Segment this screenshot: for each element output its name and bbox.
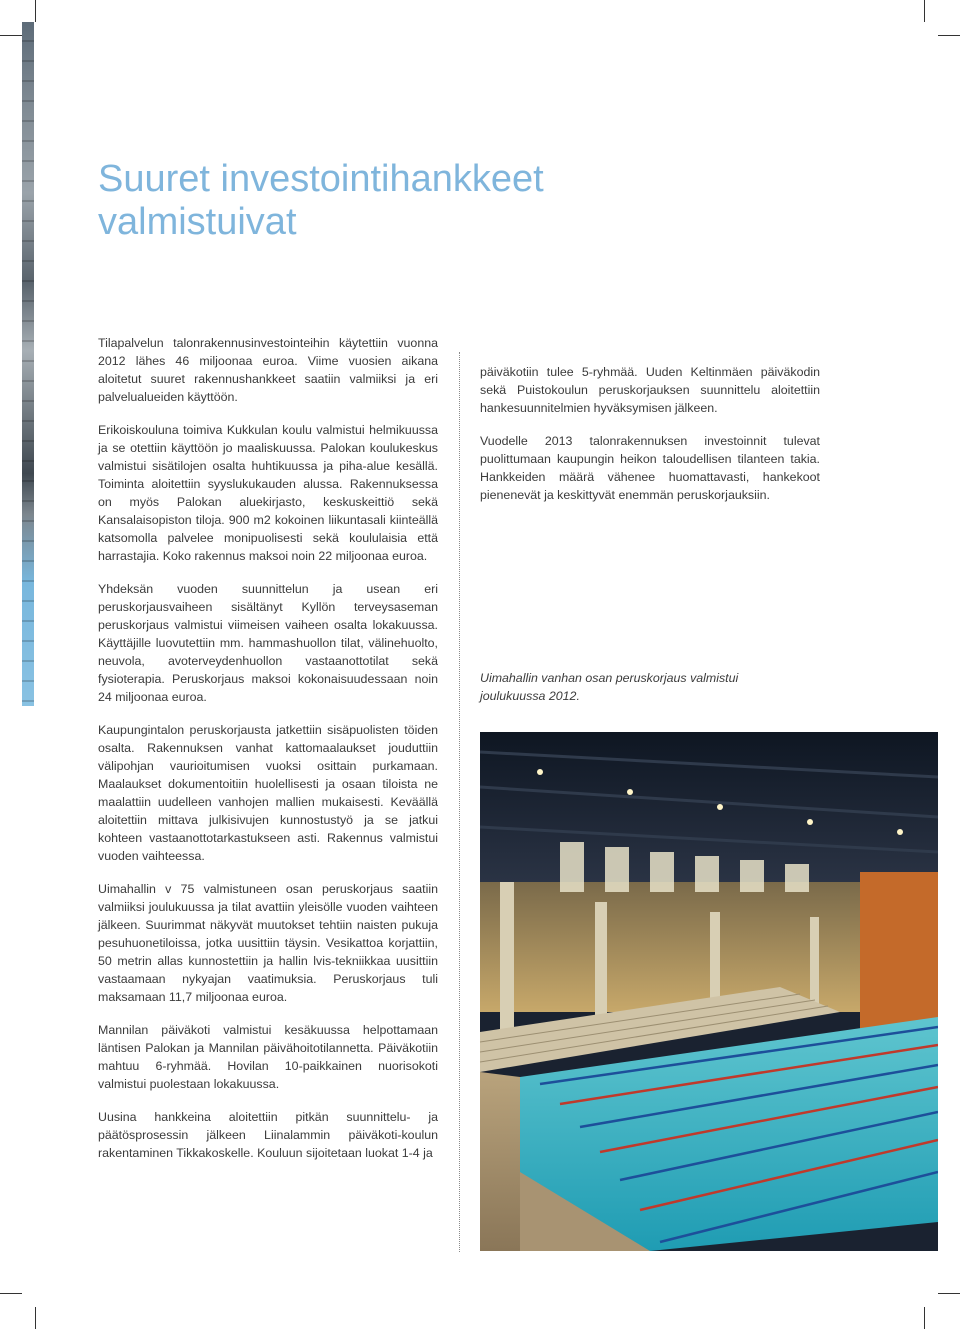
page-title-line-2: valmistuivat	[98, 201, 297, 243]
crop-mark	[924, 1307, 925, 1329]
swimming-hall-illustration	[480, 732, 938, 1251]
building-photo-edge	[22, 22, 34, 706]
paragraph-uimahalli: Uimahallin v 75 valmistuneen osan peruskorjaus saatiin valmiiksi joulukuussa ja tilat avattiin yleisölle vuoden vaihteen jälkeen. Suurimmat näkyvät muutokset tehtiin naisten pukuja pesuhuonetiloissa, jotka uusittiin täysin. Vesikattoa korjattiin, 50 metrin allas kunnostettiin ja hallin lvis-tekniikkaa uusittiin vastaamaan nykyajan vaatimuksia. Peruskorjaus tuli maksamaan 11,7 miljoonaa euroa.	[98, 882, 438, 1004]
crop-mark	[0, 35, 22, 36]
paragraph-kukkula-palokka: Erikoiskouluna toimiva Kukkulan koulu valmistui helmikuussa ja se otettiin käyttöön jo maaliskuussa. Palokan koulukeskus valmistui sisätilojen osalta huhtikuussa ja piha-alue kesällä. Toiminta aloitettiin syyslukukauden alussa. Rakennuksessa on myös Palokan aluekirjasto, keskuskeittiö sekä Kansalaisopiston tiloja. 900 m2 kokoinen liikuntasali kiinteällä katsomolla palvelee monipuolisesti sekä koululaisia että harrastajia. Koko rakennus maksoi noin 22 miljoonaa euroa.	[98, 423, 438, 563]
column-divider	[459, 352, 460, 1252]
paragraph-mannila: Mannilan päiväkoti valmistui kesäkuussa helpottamaan läntisen Palokan ja Mannilan päivähoitotilannetta. Päiväkotiin mahtuu 6-ryhmää. Hovilan 10-paikkainen nuorisokoti valmistui puolestaan lokakuussa.	[98, 1023, 438, 1091]
paragraph-intro: Tilapalvelun talonrakennusinvestointeihin käytettiin vuonna 2012 lähes 46 miljoonaa euroa. Viime vuosien aikana aloitetut suuret rakennushankkeet saatiin valmiiksi ja eri palvelualueiden käyttöön.	[98, 336, 438, 404]
photo-caption-line-2: joulukuussa 2012.	[480, 689, 580, 703]
crop-mark	[938, 1293, 960, 1294]
crop-mark	[924, 0, 925, 22]
photo-caption	[480, 669, 780, 705]
photo-caption-line-1: Uimahallin vanhan osan peruskorjaus valmistui	[480, 671, 739, 685]
swimming-hall-photo	[480, 732, 938, 1251]
crop-mark	[0, 1293, 22, 1294]
paragraph-2013-outlook: Vuodelle 2013 talonrakennuksen investoinnit tulevat puolittumaan kaupungin heikon taloudellisen tilanteen takia. Hankkeiden määrä vähenee huomattavasti, hankekoot pienenevät ja keskittyvät enemmän peruskorjauksiin.	[480, 434, 820, 502]
paragraph-kaupungintalo: Kaupungintalon peruskorjausta jatkettiin sisäpuolisten töiden osalta. Rakennuksen vanhat kattomaalaukset jouduttiin välipohjan vaurioitumisen vuoksi osittain purkamaan. Maalaukset dokumentoitiin huolellisesti ja osaan tiloista ne maalattiin uudelleen vanhojen mallien mukaisesti. Keväällä aloitettiin mittava julkisivujen kunnostustyö ja se jatkui kohteen vastaanottotarkastukseen asti. Rakennus valmistui vuoden vaihteessa.	[98, 723, 438, 863]
page-title	[98, 158, 544, 244]
crop-mark	[35, 1307, 36, 1329]
left-text-column	[98, 334, 438, 1177]
paragraph-kyllo: Yhdeksän vuoden suunnittelun ja usean eri peruskorjausvaiheen sisältänyt Kyllön terveysaseman peruskorjaus valmistui viimeisen vaiheen osalta lokakuussa. Käyttäjille luovutettiin mm. hammashuollon tilat, välinehuolto, neuvola, avoterveydenhuollon vastaanottotilat sekä fysioterapia. Peruskorjaus maksoi kokonaisuudessaan noin 24 miljoonaa euroa.	[98, 582, 438, 704]
crop-mark	[35, 0, 36, 22]
page-title-line-1: Suuret investointihankkeet	[98, 158, 544, 200]
paragraph-keltinmaki: päiväkotiin tulee 5-ryhmää. Uuden Keltinmäen päiväkodin sekä Puistokoulun peruskorjauksen suunnittelu aloitettiin hankesuunnitelmien hyväksymisen jälkeen.	[480, 365, 820, 415]
right-text-column	[480, 363, 820, 519]
paragraph-liinalampi: Uusina hankkeina aloitettiin pitkän suunnittelu- ja päätösprosessin jälkeen Liinalammin päiväkoti-koulun rakentaminen Tikkakoskelle. Kouluun sijoitetaan luokat 1-4 ja	[98, 1110, 438, 1160]
crop-mark	[938, 35, 960, 36]
